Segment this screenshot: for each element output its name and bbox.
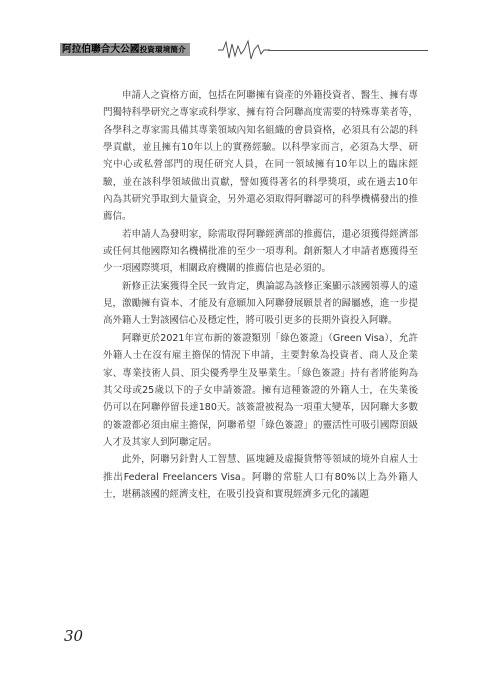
header-title-main: 阿拉伯聯合大公國 (62, 44, 140, 55)
running-header (60, 38, 430, 62)
heartbeat-wave-icon (218, 38, 270, 62)
header-title (60, 43, 190, 56)
paragraph: 若申請人為發明家，除需取得阿聯經濟部的推薦信，還必須獲得經濟部或任何其他國際知名機構批准的至少一項專利。創新類人才申請者應獲得至少一項國際獎項，相關政府機關的推薦信也是必須的。 (103, 228, 418, 275)
paragraph: 此外，阿聯另針對人工智慧、區塊鏈及虛擬貨幣等領域的境外自雇人士推出Federal Freelancers Visa。阿聯的常駐人口有80%以上為外籍人士，堪稱該國的經濟支柱，在吸引投資和實現經濟多元化的議題 (103, 454, 418, 500)
page-number: 30 (64, 627, 84, 645)
header-rule (268, 50, 428, 51)
paragraph: 阿聯更於2021年宣布新的簽證類別「綠色簽證」（Green Visa），允許外籍人士在沒有雇主擔保的情況下申請，主要對象為投資者、商人及企業家、專業技術人員、頂尖優秀學生及畢業生。「綠色簽證」持有者將能夠為其父母或25歲以下的子女申請簽證。擁有這種簽證的外籍人士，在失業後仍可以在阿聯停留長達180天。該簽證被視為一項重大變革，因阿聯大多數的簽證都必須由雇主擔保，阿聯希望「綠色簽證」的靈活性可吸引國際頂級人才及其家人到阿聯定居。 (103, 332, 418, 448)
body-text (103, 87, 418, 503)
paragraph: 新修正法案獲得全民一致肯定，輿論認為該修正案顯示該國領導人的遠見，激勵擁有資本、才能及有意願加入阿聯發展願景者的歸屬感，進一步提高外籍人士對該國信心及穩定性，將可吸引更多的長期外資投入阿聯。 (103, 280, 418, 327)
paragraph: 申請人之資格方面，包括在阿聯擁有資產的外籍投資者、醫生、擁有專門獨特科學研究之專家或科學家、擁有符合阿聯高度需要的特殊專業者等，各學科之專家需具備其專業領域內知名組織的會員資格，必須具有公認的科學貢獻，並且擁有10年以上的實務經驗。以科學家而言，必須為大學、研究中心或私營部門的現任研究人員，在同一領域擁有10年以上的臨床經驗，並在該科學領域做出貢獻，譬如獲得著名的科學獎項，或在過去10年內為其研究爭取到大量資金，另外還必須取得阿聯認可的科學機構發出的推薦信。 (103, 90, 418, 223)
header-title-sub: 投資環境簡介 (139, 45, 186, 54)
